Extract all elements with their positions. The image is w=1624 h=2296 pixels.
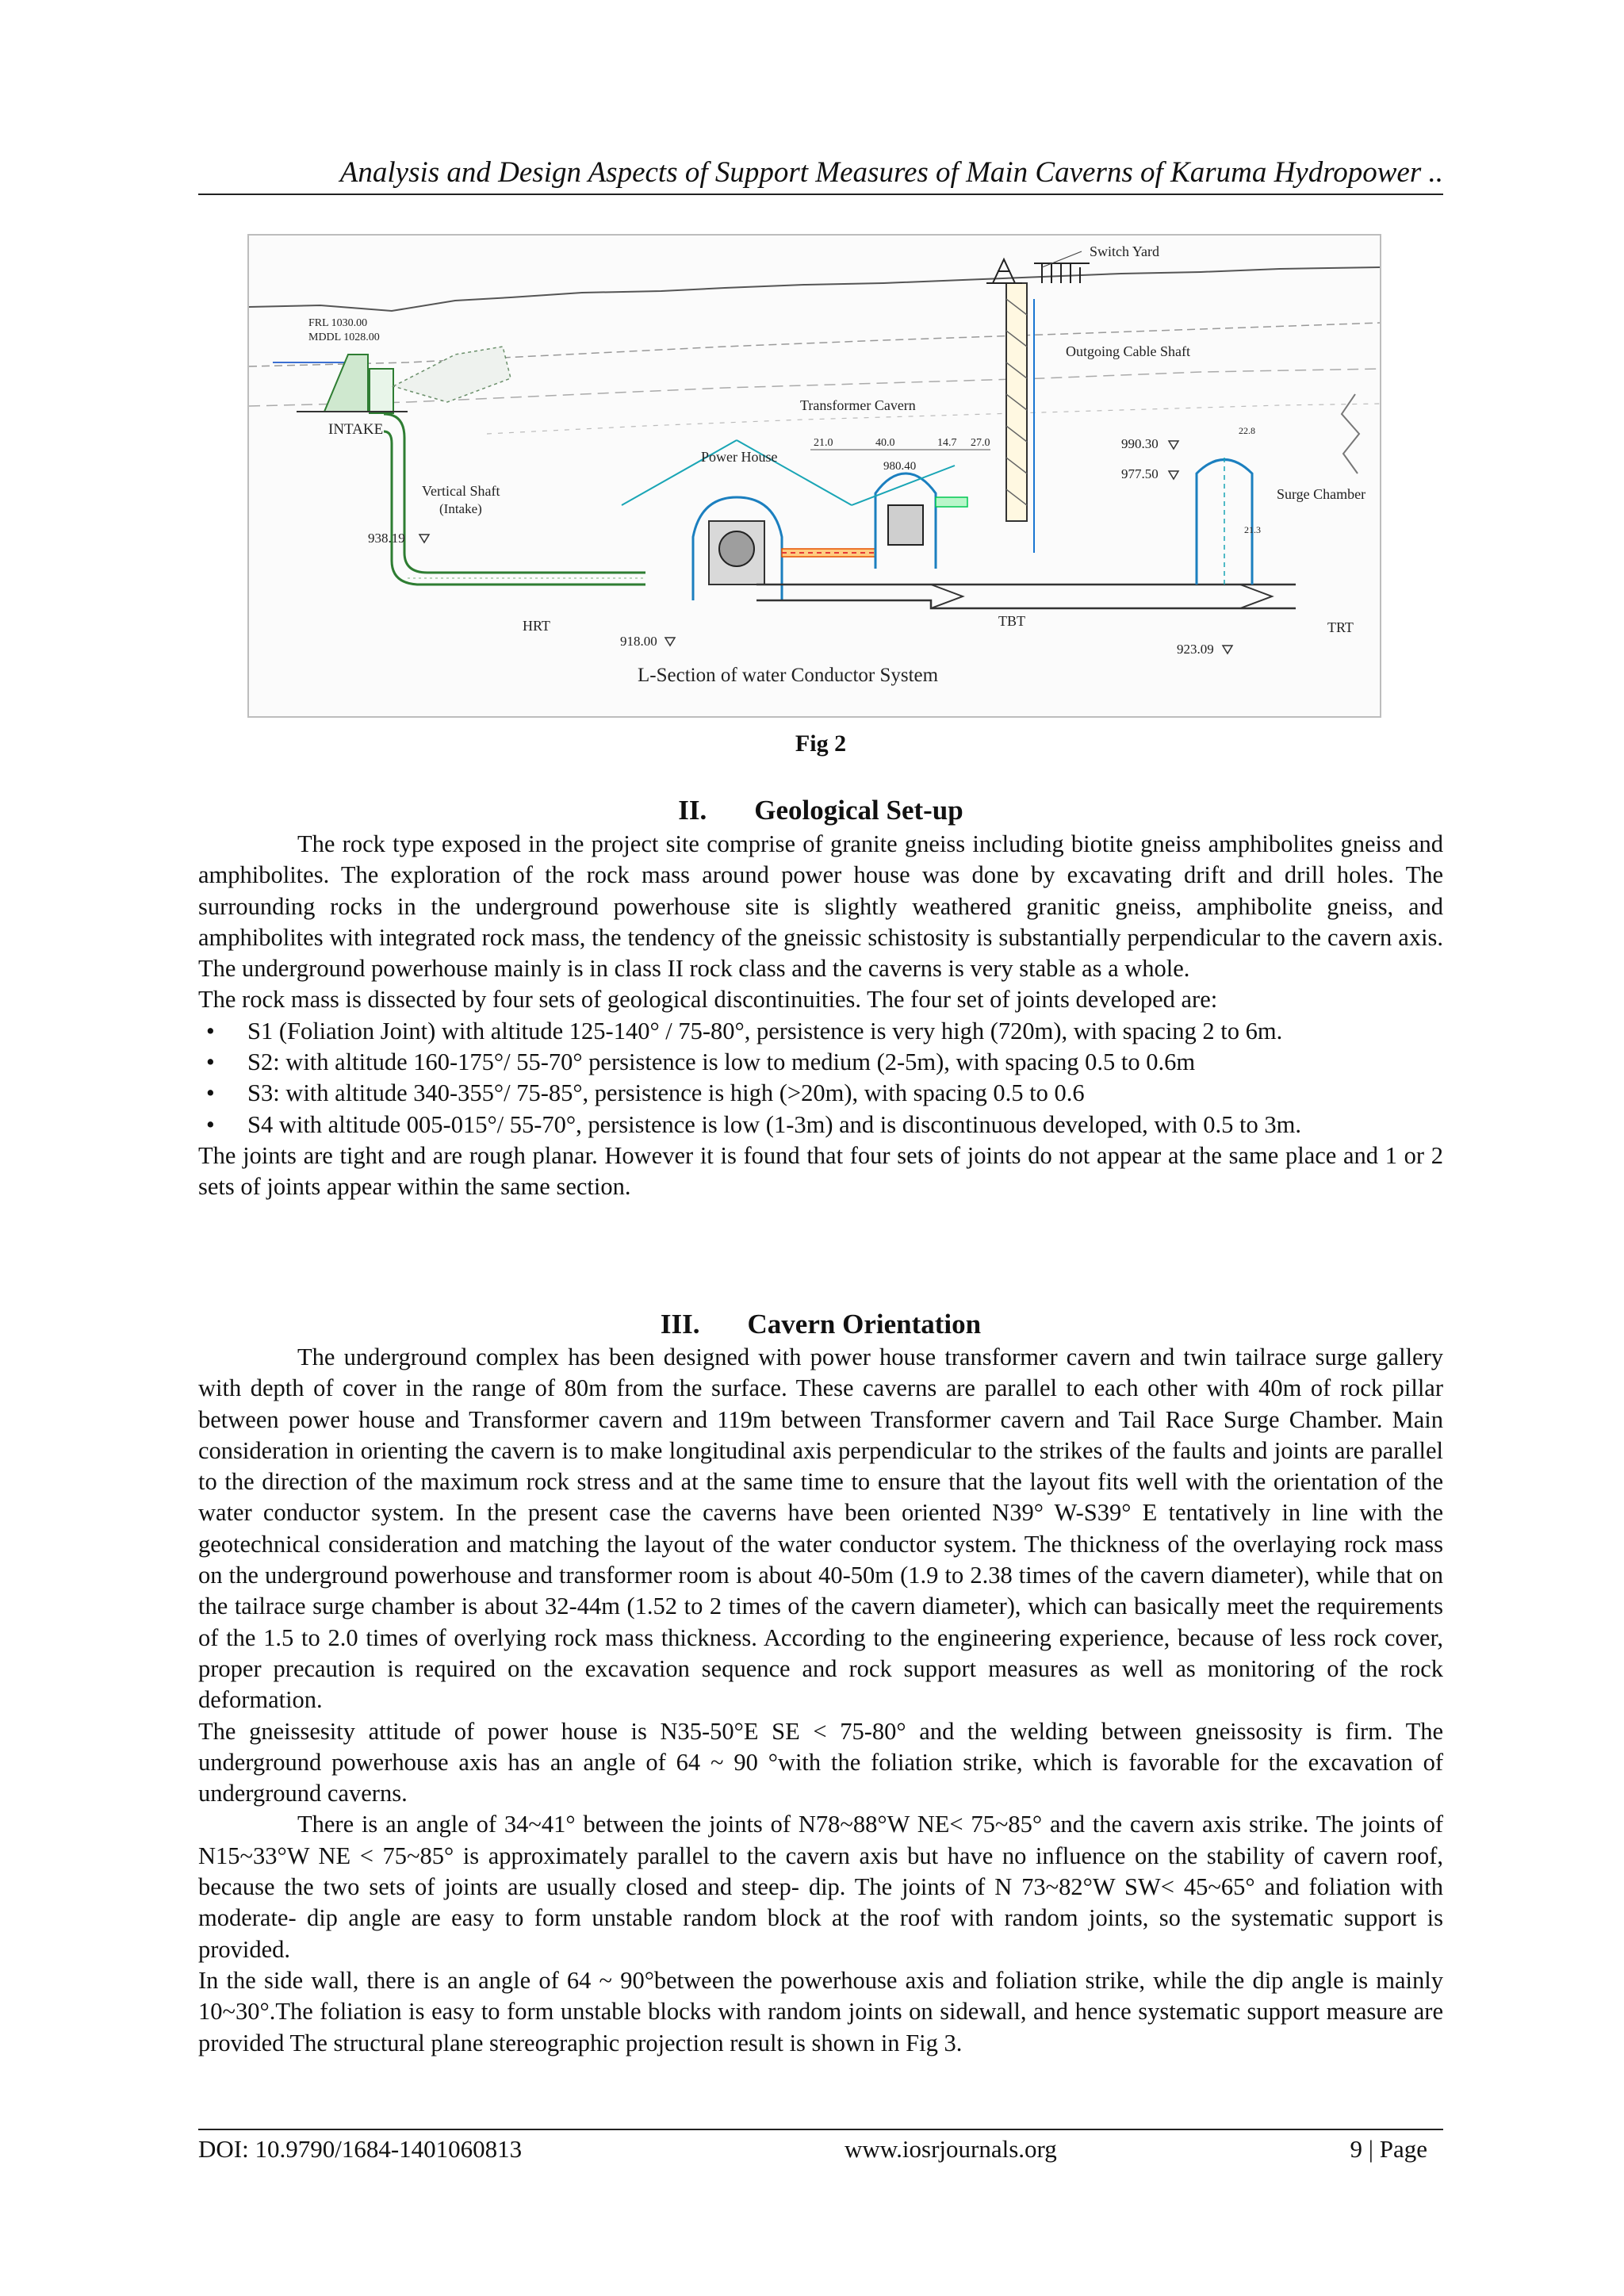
elevation-marker-918 <box>620 634 675 649</box>
elevation-marker-938 <box>368 531 429 546</box>
diagram-title: L-Section of water Conductor System <box>638 665 939 686</box>
list-item: • S2: with altitude 160-175°/ 55-70° persistence is low to medium (2-5m), with spacing 0.5 to 0.6m <box>198 1047 1443 1078</box>
section-number: III. <box>660 1309 700 1340</box>
stratum-line-1 <box>249 323 1380 366</box>
dim-21-3: 21.3 <box>1244 524 1261 535</box>
elevation-marker-923 <box>1177 642 1232 657</box>
footer-doi: DOI: 10.9790/1684-1401060813 <box>198 2135 523 2163</box>
label-mddl: MDDL 1028.00 <box>308 332 380 343</box>
paragraph: The rock mass is dissected by four sets of geological discontinuities. The four set of joints developed are: <box>198 986 1218 1014</box>
paragraph: The gneissesity attitude of power house is N35-50°E SE < 75-80° and the welding between gneissosity is firm. The underground powerhouse axis has an angle of 64 ~ 90 °with the foliation strike, which is favorable for the excavation of underground caverns. <box>198 1717 1443 1807</box>
label-switch-yard: Switch Yard <box>1090 243 1160 259</box>
section-title: Geological Set-up <box>754 795 963 826</box>
svg-text:977.50: 977.50 <box>1121 466 1159 481</box>
running-header: Analysis and Design Aspects of Support Measures of Main Caverns of Karuma Hydropower .. <box>339 156 1443 189</box>
transformer-unit <box>888 505 923 545</box>
elevation-marker-990 <box>1121 436 1178 451</box>
svg-text:923.09: 923.09 <box>1177 642 1214 657</box>
svg-text:918.00: 918.00 <box>620 634 657 649</box>
label-trt: TRT <box>1327 619 1354 635</box>
footer-page-number: 9 | Page <box>1350 2135 1427 2163</box>
label-vertical-shaft: Vertical Shaft <box>422 483 500 499</box>
label-tbt: TBT <box>998 613 1025 629</box>
dim-21: 21.0 <box>814 437 833 449</box>
switch-yard-equipment <box>1034 263 1090 283</box>
label-vertical-shaft-sub: (Intake) <box>439 501 482 516</box>
svg-text:938.19: 938.19 <box>368 531 405 546</box>
fault-line <box>1342 394 1359 473</box>
paragraph: The joints are tight and are rough planar. However it is found that four sets of joints do not appear at the same place and 1 or 2 sets of joints appear within the same section. <box>198 1141 1443 1201</box>
label-outgoing-cable-shaft: Outgoing Cable Shaft <box>1066 343 1190 359</box>
section-body-geological <box>198 829 1443 1203</box>
intake-embankment <box>393 347 511 402</box>
bullet-icon: • <box>206 1079 215 1107</box>
elevation-marker-977 <box>1121 466 1178 481</box>
paragraph: The rock type exposed in the project site comprise of granite gneiss including biotite gneiss amphibolites gneiss and amphibolites. The exploration of the rock mass around power house was done by excavating drift and drill holes. The surrounding rocks in the underground powerhouse site is slightly weathered granitic gneiss, amphibolite gneiss, and amphibolites with integrated rock mass, the tendency of the gneissic schistosity is substantially perpendicular to the cavern axis. The underground powerhouse mainly is in class II rock class and the caverns is very stable as a whole. <box>198 830 1443 983</box>
bullet-icon: • <box>206 1017 215 1045</box>
dim-40: 40.0 <box>875 437 895 449</box>
section-heading-orientation <box>198 1307 1443 1342</box>
footer-rule <box>198 2129 1443 2130</box>
label-surge-chamber: Surge Chamber <box>1277 486 1366 502</box>
label-intake: INTAKE <box>328 421 384 438</box>
joint-set-list <box>198 1016 1443 1140</box>
footer-website: www.iosrjournals.org <box>845 2135 1057 2163</box>
label-power-house: Power House <box>701 449 778 465</box>
label-hrt: HRT <box>523 618 550 634</box>
generator <box>719 531 754 566</box>
intake-gate <box>370 369 393 413</box>
label-transformer-cavern: Transformer Cavern <box>800 397 916 413</box>
section-number: II. <box>678 795 707 826</box>
green-duct <box>936 497 967 507</box>
dim-14: 14.7 <box>937 437 957 449</box>
svg-text:990.30: 990.30 <box>1121 436 1159 451</box>
section-title: Cavern Orientation <box>747 1309 982 1340</box>
dim-22: 22.8 <box>1239 425 1255 436</box>
tbt-tunnel <box>756 600 1296 608</box>
page-footer <box>198 2132 1443 2167</box>
elevation-980: 980.40 <box>883 460 917 473</box>
figure-caption: Fig 2 <box>795 730 847 757</box>
section-body-orientation <box>198 1342 1443 2059</box>
ground-surface-line <box>249 267 1380 311</box>
list-item: • S4 with altitude 005-015°/ 55-70°, persistence is low (1-3m) and is discontinuous developed, with 0.5 to 3m. <box>198 1110 1443 1140</box>
header-rule <box>198 194 1443 195</box>
list-item: • S3: with altitude 340-355°/ 75-85°, persistence is high (>20m), with spacing 0.5 to 0.6 <box>198 1078 1443 1109</box>
figure-l-section <box>247 234 1381 718</box>
paragraph: In the side wall, there is an angle of 64 ~ 90°between the powerhouse axis and foliation strike, while the dip angle is mainly 10~30°.The foliation is easy to form unstable blocks with random joints on sidewall, and hence systematic support measure are provided The structural plane stereographic projection result is shown in Fig 3. <box>198 1966 1443 2056</box>
paragraph: There is an angle of 34~41° between the joints of N78~88°W NE< 75~85° and the cavern axis strike. The joints of N15~33°W NE < 75~85° is approximately parallel to the cavern axis but have no influence on the stability of cavern roof, because the two sets of joints are usually closed and steep- dip. The joints of N 73~82°W SW< 45~65° and foliation with moderate- dip angle are easy to form unstable random block at the roof with random joints, so the systematic support is provided. <box>198 1811 1443 1963</box>
bullet-icon: • <box>206 1048 215 1076</box>
section-heading-geological <box>198 793 1443 828</box>
bullet-icon: • <box>206 1110 215 1138</box>
paragraph: The underground complex has been designed with power house transformer cavern and twin tailrace surge gallery with depth of cover in the range of 80m from the surface. These caverns are parallel to each other with 40m of rock pillar between power house and Transformer cavern and 119m between Transformer cavern and Tail Race Surge Chamber. Main consideration in orienting the cavern is to make longitudinal axis perpendicular to the strikes of the faults and joints are parallel to the direction of the maximum rock stress and at the same time to ensure that the layout fits well with the orientation of the water conductor system. In the present case the caverns have been oriented N39° W-S39° E tentatively in line with the geotechnical consideration and matching the layout of the water conductor system. The thickness of the overlaying rock mass on the underground powerhouse and transformer room is about 40-50m (1.9 to 2.38 times of the cavern diameter), while that on the tailrace surge chamber is about 32-44m (1.52 to 2 times of the cavern diameter), which can basically meet the requirements of the 1.5 to 2.0 times of overlying rock mass thickness. According to the engineering experience, because of less rock cover, proper precaution is required on the excavation sequence and rock support measures as well as monitoring of the rock deformation. <box>198 1343 1443 1714</box>
tbt-taper <box>931 585 963 608</box>
dim-27: 27.0 <box>971 437 990 449</box>
vertical-shaft-inner <box>384 431 645 585</box>
l-section-diagram <box>249 236 1380 716</box>
trt-taper <box>1240 585 1272 608</box>
list-item: • S1 (Foliation Joint) with altitude 125-140° / 75-80°, persistence is very high (720m), with spacing 2 to 6m. <box>198 1016 1443 1047</box>
label-frl: FRL 1030.00 <box>308 317 368 329</box>
